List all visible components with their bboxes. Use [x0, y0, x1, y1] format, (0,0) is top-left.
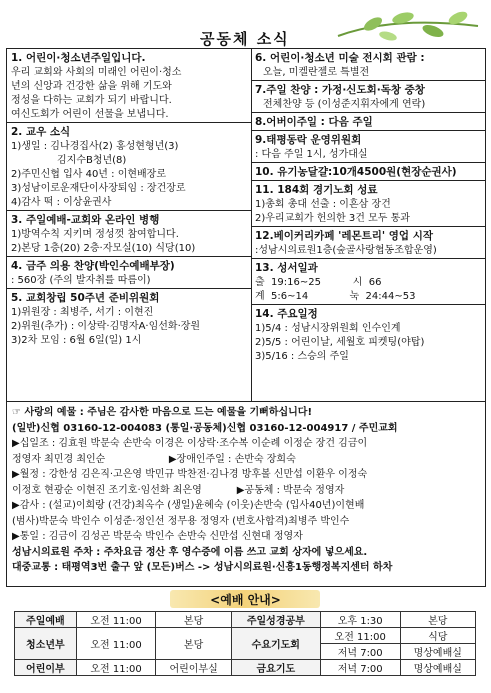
table-cell: 금요기도	[231, 660, 320, 676]
table-cell: 오전 11:00	[320, 628, 400, 644]
section-line: 4)감사 떡 : 이상윤권사	[11, 197, 112, 208]
news-section	[251, 131, 485, 163]
offering-line: ▶감사 : (설교)이희랑 (건강)최옥수 (생일)윤혜숙 (이웃)손반숙 (입사40년)이현배	[12, 500, 365, 511]
page-title: 공동체 소식	[200, 30, 290, 48]
table-cell: 주일예배	[15, 612, 77, 628]
news-section	[7, 49, 251, 123]
section-line: : 560장 (주의 발자취를 따름이)	[11, 275, 151, 286]
section-line: 2)5/5 : 어린이날, 세월호 피켓팅(야탑)	[255, 337, 425, 348]
news-section	[7, 289, 251, 348]
table-cell: 어린이부	[15, 660, 77, 676]
table-cell: 오전 11:00	[76, 628, 156, 660]
table-cell: 본당	[400, 612, 475, 628]
table-cell: 오전 11:00	[76, 612, 156, 628]
section-line: 1)5/4 : 성남시장위원회 인수인계	[255, 323, 401, 334]
section-line: 2)우리교회가 헌의한 3건 모두 통과	[255, 213, 410, 224]
news-section	[7, 257, 251, 289]
offering-heading: ☞ 사랑의 예물 : 주님은 감사한 마음으로 드는 예물을 기뻐하십니다!	[12, 407, 313, 418]
table-cell: 저녁 7:00	[320, 644, 400, 660]
offering-line: (범사)박문숙 박인수 이성준·정인선 정무용 정영자 (번호사합격)최병주 박인수	[12, 515, 350, 527]
parking-notice: 성남시의료원 주차 : 주차요금 정산 후 영수증에 이름 쓰고 교회 상자에 넣으세요.	[12, 546, 368, 558]
leaf-decoration-icon	[333, 6, 483, 46]
section-line: 오늘, 미켈란젤로 특별전	[263, 67, 370, 78]
offering-line: 정영자 최민경 최인순 ▶장애인주일 : 손반숙 장희숙	[12, 453, 296, 465]
section-line: 2)주민신협 입사 40년 : 이현배장로	[11, 169, 166, 180]
table-cell: 오전 11:00	[76, 660, 156, 676]
section-heading: 1. 어린이·청소년주일입니다.	[11, 52, 146, 64]
section-line: : 다음 주일 1시, 성가대실	[255, 149, 368, 160]
table-cell: 명상예배실	[400, 644, 475, 660]
news-section	[251, 113, 485, 131]
section-line: 1)생일 : 김나경집사(2) 홍성현형년(3)	[11, 141, 179, 152]
section-line: 출 19:16~25 시 66	[255, 277, 382, 288]
transit-notice: 대중교통 : 태평역3번 출구 앞 (모든)버스 -> 성남시의료원·신흥1동행정복지센터 하차	[12, 562, 393, 573]
section-heading: 6. 어린이·청소년 미술 전시회 관람 :	[255, 52, 425, 64]
section-line: :성남시의료원1층(숲골사랑협동조합운영)	[255, 245, 437, 256]
section-heading: 8.어버이주일 : 다음 주일	[255, 116, 373, 128]
offering-line: ▶월정 : 강한성 김은직·고은영 박민규 박찬전·김나경 방후볼 신만섭 이환우 이정숙	[12, 469, 368, 480]
section-line: 정성을 다하는 교회가 되기 바랍니다.	[11, 95, 172, 106]
table-cell: 수요기도회	[231, 628, 320, 660]
offering-line: ▶십일조 : 김효원 박문숙 손반숙 이경은 이상락·조수복 이순례 이정순 장건 김금이	[12, 438, 368, 449]
table-cell: 본당	[156, 628, 231, 660]
section-heading: 5. 교회창립 50주년 준비위원회	[11, 292, 160, 304]
table-cell: 본당	[156, 612, 231, 628]
section-heading: 7.주일 찬양 : 가정·신도회·독창 중창	[255, 84, 425, 96]
section-line: 3)5/16 : 스승의 주일	[255, 351, 349, 362]
news-section	[7, 211, 251, 257]
news-section	[251, 259, 485, 305]
offering-line: 이정호 현광순 이현진 조기호·임선화 최은영 ▶공동체 : 박문숙 정영자	[12, 484, 345, 496]
news-section	[251, 163, 485, 181]
bank-accounts: (일반)신협 03160-12-004083 (통일·공동체)신협 03160-12-004917 / 주민교회	[12, 422, 398, 434]
news-section	[251, 305, 485, 364]
section-line: 전체찬양 등 (이성준지휘자에게 연락)	[263, 99, 426, 110]
section-heading: 11. 184회 경기노회 성료	[255, 184, 378, 196]
table-cell: 식당	[400, 628, 475, 644]
news-left-column	[7, 49, 252, 401]
worship-banner	[0, 588, 491, 610]
section-line: 1)방역수칙 지키며 정성껏 참여합니다.	[11, 229, 179, 240]
offering-box	[6, 402, 486, 587]
news-right-column	[251, 49, 485, 401]
section-line: 3)성남이로운재단이사장퇴임 : 장건장로	[11, 183, 186, 194]
news-section	[251, 181, 485, 227]
table-cell: 어린이부실	[156, 660, 231, 676]
section-heading: 12.베이커리카페 '레몬트리' 영업 시작	[255, 230, 433, 242]
table-cell: 오후 1:30	[320, 612, 400, 628]
section-heading: 3. 주일예배-교회와 온라인 병행	[11, 214, 160, 226]
news-section	[7, 123, 251, 211]
worship-table	[14, 611, 476, 676]
news-section	[251, 49, 485, 81]
news-section	[251, 227, 485, 259]
table-row	[15, 660, 476, 676]
table-cell: 주일성경공부	[231, 612, 320, 628]
section-heading: 14. 주요일정	[255, 308, 318, 320]
section-line: 1)총회 총대 선출 : 이흔삼 장건	[255, 199, 391, 210]
table-row	[15, 612, 476, 628]
offering-line: ▶통일 : 김금이 김성곤 박문숙 박인수 손반숙 신만섭 신현대 정영자	[12, 531, 303, 542]
section-line: 계 5:6~14 눅 24:44~53	[255, 291, 416, 302]
section-line: 2)본당 1층(20) 2층·자모실(10) 식당(10)	[11, 243, 196, 254]
section-line: 여신도회가 어린이 선물을 보냅니다.	[11, 109, 169, 120]
section-line: 년의 신앙과 건강한 삶을 위해 기도와	[11, 81, 172, 92]
section-heading: 2. 교우 소식	[11, 126, 71, 138]
section-heading: 9.태평동락 운영위원회	[255, 134, 362, 146]
table-cell: 저녁 7:00	[320, 660, 400, 676]
section-line: 3)2차 모임 : 6월 6일(일) 1시	[11, 335, 142, 346]
table-row	[15, 628, 476, 644]
section-heading: 4. 금주 의용 찬양(박인수예배부장)	[11, 260, 175, 272]
header	[0, 0, 491, 48]
table-cell: 명상예배실	[400, 660, 475, 676]
section-line: 우리 교회와 사회의 미래인 어린이·청소	[11, 67, 182, 78]
news-section	[251, 81, 485, 113]
section-heading: 13. 성서일과	[255, 262, 318, 274]
section-heading: 10. 유기농달걀:10개4500원(현장순권사)	[255, 166, 457, 178]
section-line: 1)위원장 : 최병주, 서기 : 이현진	[11, 307, 154, 318]
worship-title: <예배 안내>	[210, 593, 281, 607]
section-line: 김지수B청년(8)	[57, 155, 127, 166]
news-box	[6, 48, 486, 402]
section-line: 2)위원(추가) : 이상락·김명자A·임선화·장원	[11, 321, 201, 332]
table-cell: 청소년부	[15, 628, 77, 660]
